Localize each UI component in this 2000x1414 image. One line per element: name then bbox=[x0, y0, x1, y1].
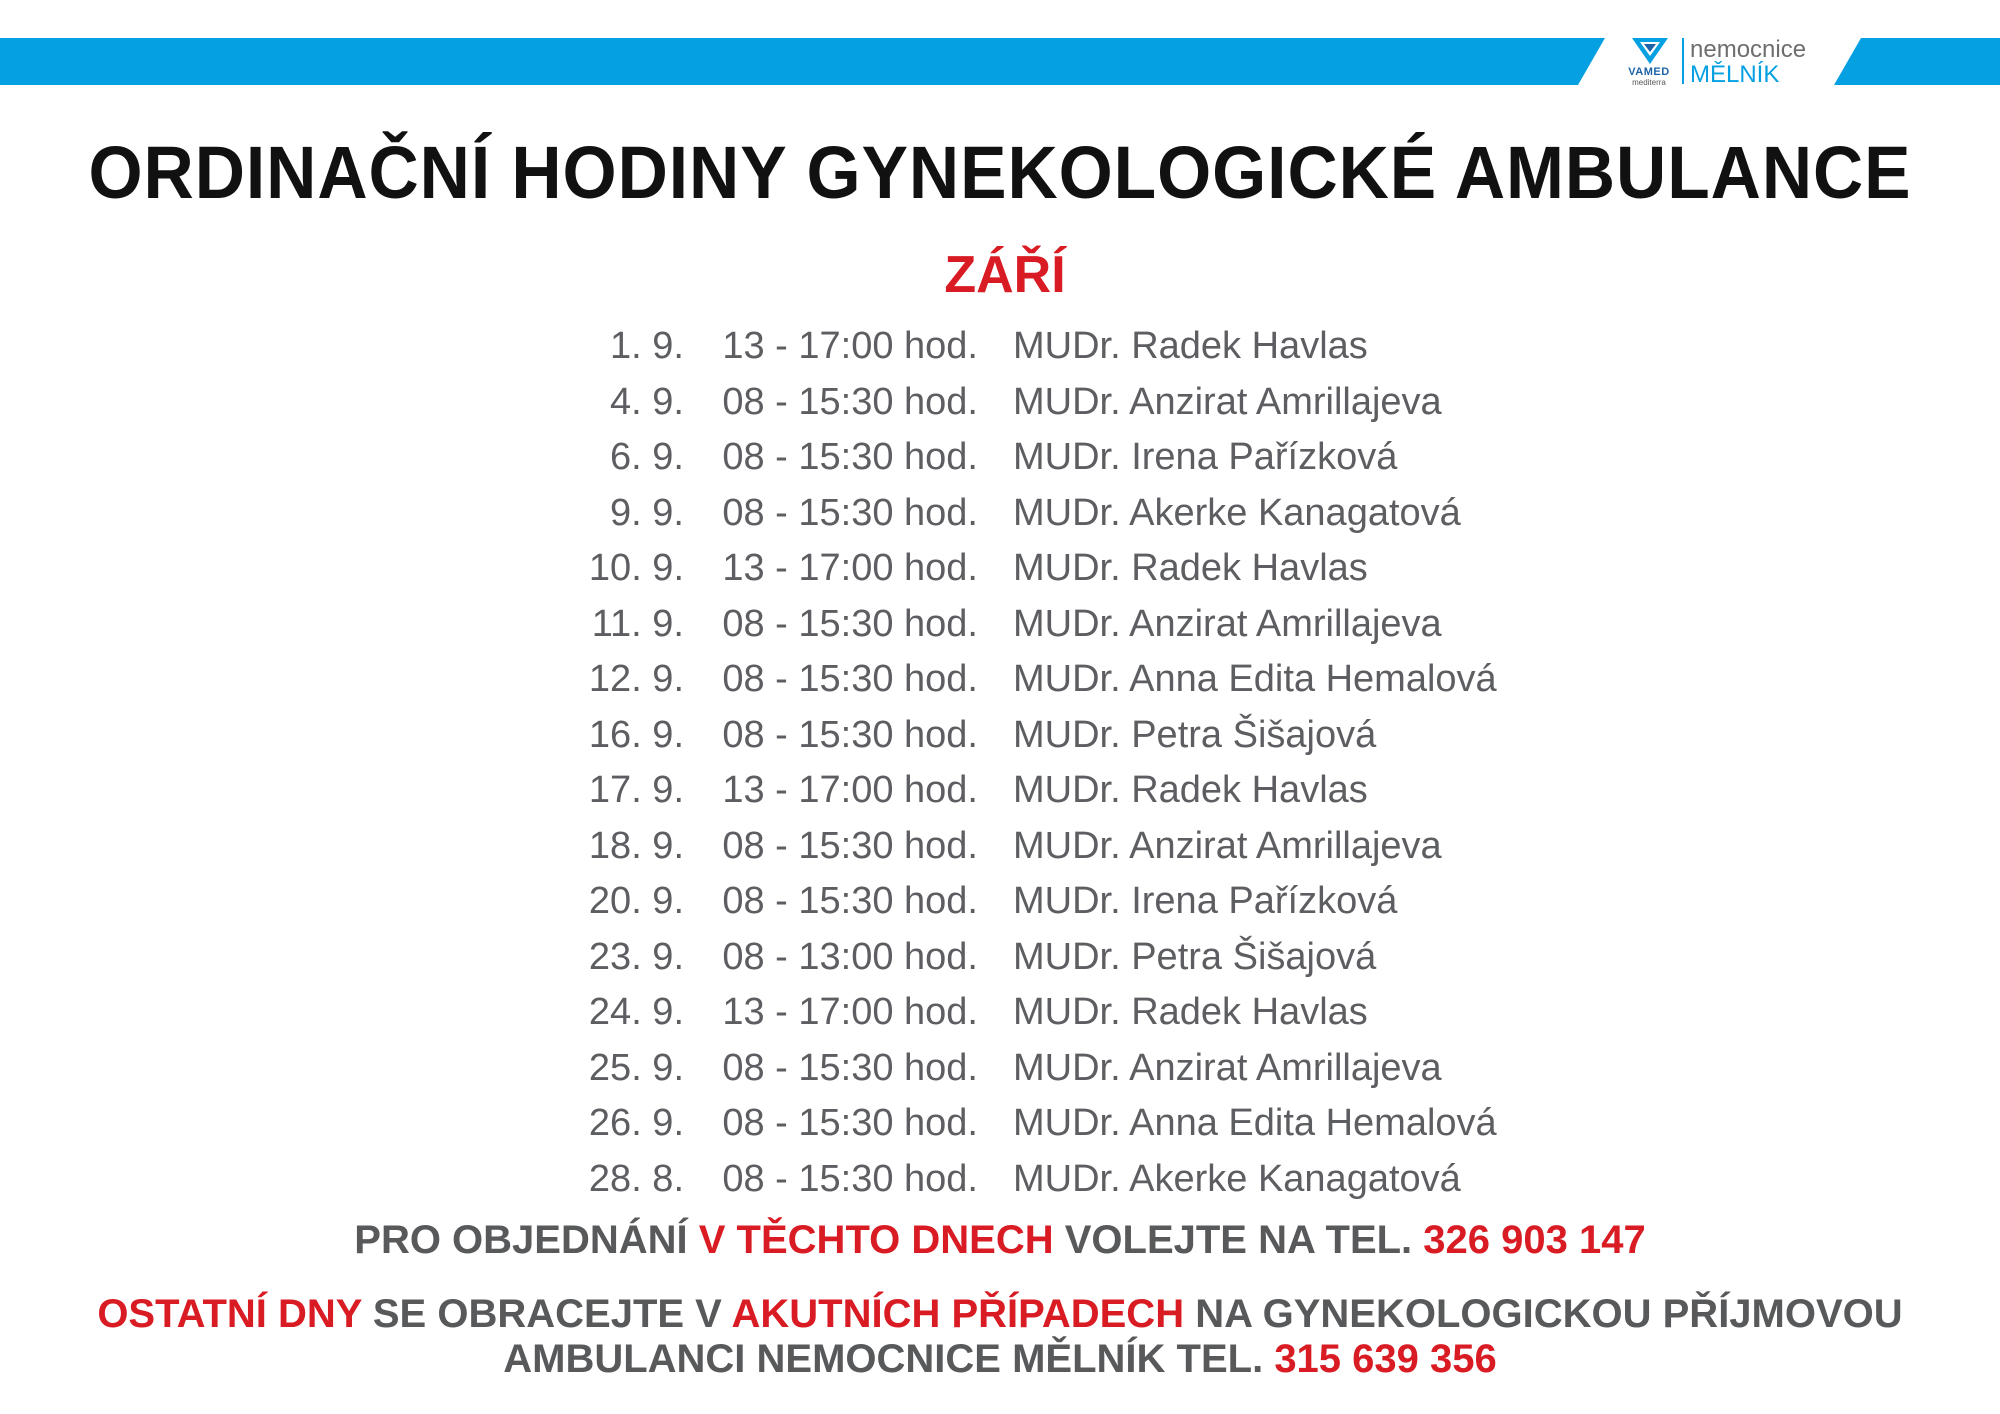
logo-name-line1: nemocnice bbox=[1690, 36, 1807, 63]
schedule-date: 23. 9. bbox=[588, 935, 684, 978]
schedule-row bbox=[0, 1102, 2000, 1158]
schedule-doctor: MUDr. Petra Šišajová bbox=[1013, 713, 1377, 756]
schedule-date: 28. 8. bbox=[588, 1157, 684, 1200]
booking-text-highlight: V TĚCHTO DNECH bbox=[698, 1218, 1054, 1262]
schedule-row bbox=[0, 492, 2000, 548]
emergency-phone: 315 639 356 bbox=[1274, 1337, 1497, 1381]
booking-phone: 326 903 147 bbox=[1423, 1218, 1646, 1262]
schedule-date: 1. 9. bbox=[610, 325, 684, 367]
logo-sub: mediterra bbox=[1632, 78, 1666, 87]
schedule-doctor: MUDr. Anzirat Amrillajeva bbox=[1013, 1046, 1442, 1089]
schedule-row bbox=[0, 381, 2000, 437]
schedule-row bbox=[0, 936, 2000, 992]
schedule-date: 18. 9. bbox=[588, 824, 684, 867]
schedule-doctor: MUDr. Akerke Kanagatová bbox=[1013, 491, 1461, 534]
schedule-date: 10. 9. bbox=[588, 547, 684, 589]
schedule-row bbox=[0, 603, 2000, 659]
schedule-doctor: MUDr. Anzirat Amrillajeva bbox=[1013, 824, 1442, 867]
schedule-doctor: MUDr. Radek Havlas bbox=[1013, 325, 1368, 367]
schedule-time: 08 - 15:30 hod. bbox=[722, 880, 978, 922]
header-band-right bbox=[1834, 38, 2000, 85]
hospital-logo bbox=[1622, 34, 1832, 90]
logo-name-line2: MĚLNÍK bbox=[1690, 61, 1780, 88]
schedule-date: 17. 9. bbox=[588, 769, 684, 811]
month-heading: ZÁŘÍ bbox=[944, 246, 1066, 304]
schedule-row bbox=[0, 658, 2000, 714]
schedule-row bbox=[0, 436, 2000, 492]
schedule-time: 08 - 15:30 hod. bbox=[722, 824, 978, 867]
vamed-logo-icon bbox=[1630, 36, 1670, 66]
schedule-doctor: MUDr. Radek Havlas bbox=[1013, 769, 1368, 811]
schedule-doctor: MUDr. Irena Pařízková bbox=[1013, 880, 1398, 922]
schedule-date: 4. 9. bbox=[610, 380, 684, 423]
schedule-date: 9. 9. bbox=[610, 491, 684, 534]
schedule-row bbox=[0, 1047, 2000, 1103]
schedule-date: 11. 9. bbox=[591, 602, 684, 645]
schedule-date: 24. 9. bbox=[588, 991, 684, 1033]
schedule-date: 6. 9. bbox=[610, 436, 684, 478]
schedule-time: 13 - 17:00 hod. bbox=[722, 769, 978, 811]
schedule-date: 20. 9. bbox=[588, 880, 684, 922]
schedule-time: 13 - 17:00 hod. bbox=[722, 325, 978, 367]
schedule-time: 13 - 17:00 hod. bbox=[722, 991, 978, 1033]
schedule-doctor: MUDr. Anna Edita Hemalová bbox=[1013, 658, 1497, 700]
header-band bbox=[0, 38, 1605, 85]
other-days-highlight: OSTATNÍ DNY bbox=[97, 1292, 362, 1336]
schedule-doctor: MUDr. Anzirat Amrillajeva bbox=[1013, 380, 1442, 423]
schedule-date: 25. 9. bbox=[588, 1046, 684, 1089]
schedule-doctor: MUDr. Anna Edita Hemalová bbox=[1013, 1102, 1497, 1144]
schedule-time: 08 - 15:30 hod. bbox=[722, 491, 978, 534]
schedule-row bbox=[0, 714, 2000, 770]
schedule-doctor: MUDr. Radek Havlas bbox=[1013, 991, 1368, 1033]
schedule-time: 08 - 15:30 hod. bbox=[722, 713, 978, 756]
acute-cases-highlight: AKUTNÍCH PŘÍPADECH bbox=[731, 1292, 1185, 1336]
schedule-doctor: MUDr. Anzirat Amrillajeva bbox=[1013, 602, 1442, 645]
schedule-date: 12. 9. bbox=[588, 658, 684, 700]
other-days-info bbox=[0, 1292, 2000, 1337]
schedule-time: 08 - 15:30 hod. bbox=[722, 602, 978, 645]
schedule-time: 08 - 15:30 hod. bbox=[722, 380, 978, 423]
schedule-date: 26. 9. bbox=[588, 1102, 684, 1144]
schedule-time: 08 - 15:30 hod. bbox=[722, 658, 978, 700]
booking-info bbox=[0, 1218, 2000, 1263]
schedule-doctor: MUDr. Petra Šišajová bbox=[1013, 935, 1377, 978]
other-days-text-2: NA GYNEKOLOGICKOU PŘÍJMOVOU bbox=[1184, 1292, 1903, 1336]
schedule-list bbox=[0, 325, 2000, 1213]
schedule-time: 13 - 17:00 hod. bbox=[722, 547, 978, 589]
schedule-row bbox=[0, 547, 2000, 603]
schedule-doctor: MUDr. Radek Havlas bbox=[1013, 547, 1368, 589]
schedule-row bbox=[0, 325, 2000, 381]
logo-brand: VAMED bbox=[1628, 66, 1670, 78]
other-days-text-1: SE OBRACEJTE V bbox=[361, 1292, 732, 1336]
schedule-time: 08 - 15:30 hod. bbox=[722, 1102, 978, 1144]
page-title: ORDINAČNÍ HODINY GYNEKOLOGICKÉ AMBULANCE bbox=[88, 131, 1912, 214]
schedule-row bbox=[0, 1158, 2000, 1214]
logo-divider bbox=[1682, 38, 1684, 84]
booking-text-2: VOLEJTE NA TEL. bbox=[1053, 1218, 1424, 1262]
other-days-info-line2 bbox=[0, 1337, 2000, 1382]
schedule-date: 16. 9. bbox=[588, 713, 684, 756]
schedule-row bbox=[0, 880, 2000, 936]
schedule-time: 08 - 15:30 hod. bbox=[722, 1046, 978, 1089]
other-days-text-3: AMBULANCI NEMOCNICE MĚLNÍK TEL. bbox=[503, 1337, 1275, 1381]
schedule-row bbox=[0, 825, 2000, 881]
schedule-row bbox=[0, 991, 2000, 1047]
schedule-doctor: MUDr. Irena Pařízková bbox=[1013, 436, 1398, 478]
schedule-time: 08 - 15:30 hod. bbox=[722, 436, 978, 478]
schedule-time: 08 - 15:30 hod. bbox=[722, 1157, 978, 1200]
schedule-doctor: MUDr. Akerke Kanagatová bbox=[1013, 1157, 1461, 1200]
schedule-row bbox=[0, 769, 2000, 825]
schedule-time: 08 - 13:00 hod. bbox=[722, 935, 978, 978]
booking-text-1: PRO OBJEDNÁNÍ bbox=[354, 1218, 699, 1262]
